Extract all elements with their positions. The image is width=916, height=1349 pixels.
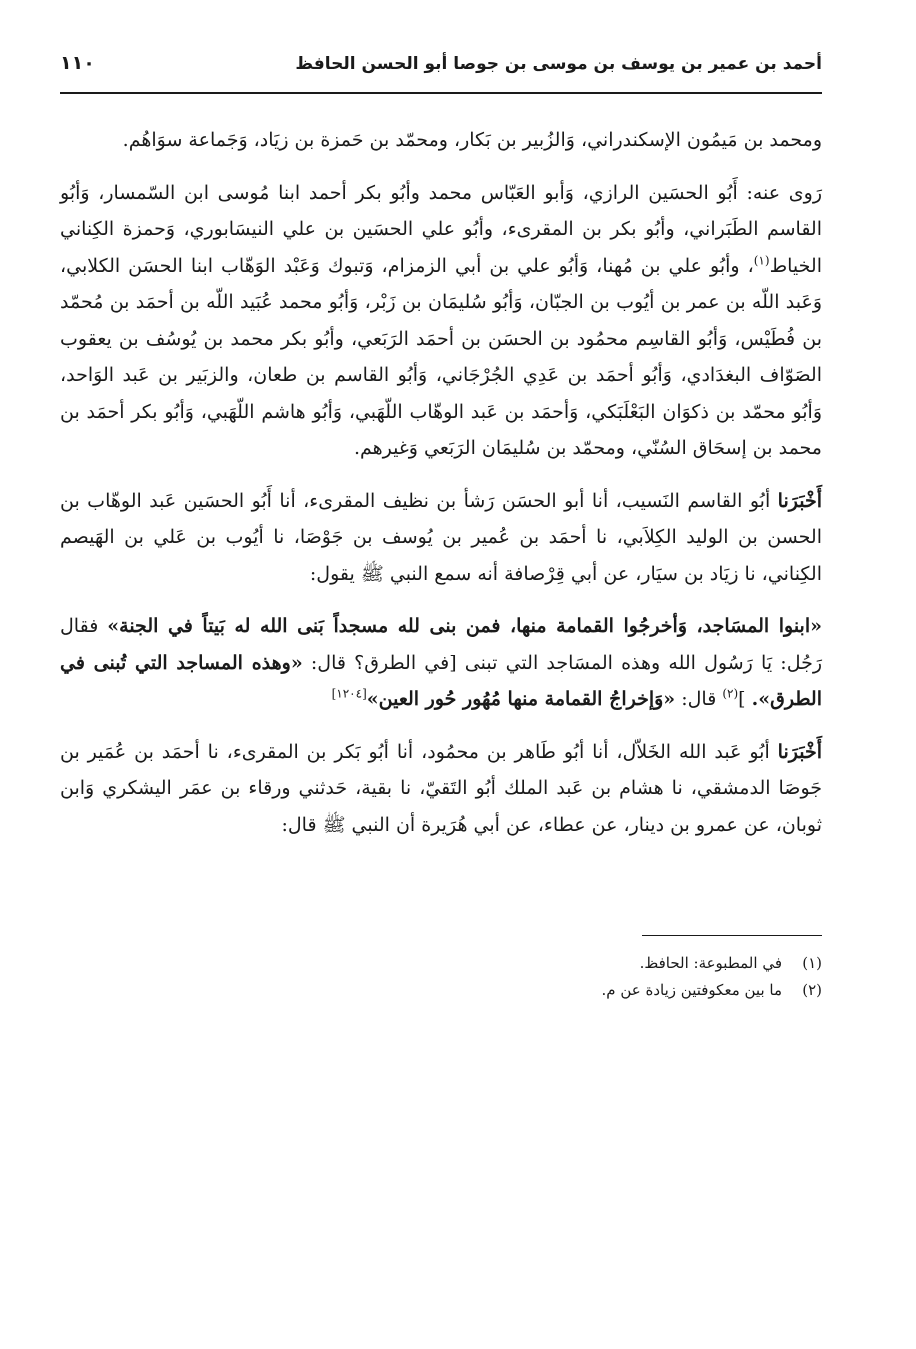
paragraph-text: ] bbox=[738, 688, 752, 710]
body-text bbox=[60, 122, 822, 843]
hadith-reference-number: [١٢٠٤] bbox=[331, 686, 367, 701]
footnote-mark: (١) bbox=[753, 253, 770, 268]
footnote-item bbox=[60, 950, 822, 977]
page-number: ١١٠ bbox=[60, 52, 95, 74]
paragraph-narrators bbox=[60, 175, 822, 467]
footnote-divider bbox=[642, 935, 822, 936]
hadith-quote: «وَإخراجُ القمامة منها مُهُور حُور العين» bbox=[366, 688, 676, 710]
paragraph-text: قال: bbox=[675, 688, 723, 710]
paragraph-text: أبُو عَبد الله الخَلاّل، أنا أبُو طَاهر بن محمُود، أنا أبُو بَكر بن المقرىء، نا أحمَد بن عُمَير بن جَوصَا الدمشقي، نا هشام بن عَبد الملك أبُو التَقيّ، نا بقية، حَدثني ورقاء بن عمَر اليشكري وَابن ثوبان، عن عمرو بن دينار، عن عطاء، عن أبي هُرَيرة أن النبي ﷺ قال: bbox=[60, 740, 822, 836]
running-header bbox=[60, 52, 822, 94]
book-page bbox=[60, 52, 822, 1332]
paragraph-isnad-2 bbox=[60, 734, 822, 844]
paragraph-text: أبُو القاسم النَسيب، أنا أبو الحسَن رَشأ بن نظيف المقرىء، أنا أَبُو الحسَين عَبد الوهّاب بن الحسن بن الوليد الكِلاَبي، نا أحمَد بن عُمير بن يُوسف بن جَوْصَا، نا أيُوب بن عَلي بن الهَيصم الكِناني، نا زيَاد بن سيَار، عن أبي قِرْصافة أنه سمع النبي ﷺ يقول: bbox=[60, 489, 822, 585]
footnote-number: (٢) bbox=[802, 981, 822, 999]
footnote-item bbox=[60, 977, 822, 1004]
footnote-text: في المطبوعة: الحافظ. bbox=[639, 954, 782, 972]
footnote-mark: (٢) bbox=[722, 686, 739, 701]
footnotes bbox=[60, 950, 822, 1004]
running-title: أحمد بن عمير بن يوسف بن موسى بن جوصا أبو الحسن الحافظ bbox=[295, 54, 822, 74]
footnote-number: (١) bbox=[802, 954, 822, 972]
paragraph-text: رَوى عنه: أَبُو الحسَين الرازي، وَأبو العَبّاس محمد وأبُو بكر أحمد ابنا مُوسى ابن السّمسار، وَأبُو القاسم الطَبَراني، وأبُو بكر بن المقرىء، وأبُو علي الحسَين بن علي النيسَابوري، وَحمزة الكِناني الخياط bbox=[60, 181, 822, 277]
paragraph-isnad-1 bbox=[60, 483, 822, 593]
hadith-quote: «وهذه المساجد التي تُبنى في الطرق». bbox=[60, 651, 822, 710]
akhbarana-keyword: أَخْبَرَنا bbox=[777, 489, 822, 512]
paragraph-hadith-1 bbox=[60, 608, 822, 718]
paragraph-teachers bbox=[60, 122, 822, 159]
paragraph-text: فقال رَجُل: يَا رَسُول الله وهذه المسَاجد التي تبنى [في الطرق؟ قال: bbox=[60, 615, 823, 674]
hadith-quote: «ابنوا المسَاجد، وَأخرجُوا القمامة منها، فمن بنى لله مسجداً بَنى الله له بَيتاً في الجنة» bbox=[107, 615, 822, 637]
akhbarana-keyword: أَخْبَرَنا bbox=[777, 740, 822, 763]
paragraph-text: ، وأبُو علي بن مُهنا، وَأبُو علي بن أبي الزمزام، وَتبوك وَعَبْد الوَهّاب ابنا الحسَن الكلابي، وَعَبد اللّه بن عمر بن أيُوب بن الجبّان، وَأبُو سُليمَان بن زَبْر، وَأبُو محمد عُبَيد اللّه بن أحمَد بن مُحمّد بن فُطَيْس، وَأبُو القاسِم محمُود بن الحسَن بن أحمَد الرَبَعي، وأبُو بكر محمد بن يُوسُف بن يعقوب الصَوّاف البغدَادي، وَأبُو أحمَد بن عَدِي الجُرْجَاني، وَأبُو القاسم بن طعان، والزبَير بن عَبد الوَاحد، وَأبُو محمّد بن ذكوَان البَعْلَبَكي، وَأحمَد بن عَبد الوهّاب اللّهَبي، وَأبُو هاشم اللّهَبي، وَأبُو بكر أحمَد بن محمد بن إسحَاق السُنّي، ومحمّد بن سُليمَان الرَبَعي وَغيرهم. bbox=[60, 254, 822, 459]
footnote-text: ما بين معكوفتين زيادة عن م. bbox=[601, 981, 782, 999]
paragraph-text: ومحمد بن مَيمُون الإسكندراني، وَالزُبير بن بَكار، ومحمّد بن حَمزة بن زيَاد، وَجَماعة سوَاهُم. bbox=[122, 129, 822, 151]
